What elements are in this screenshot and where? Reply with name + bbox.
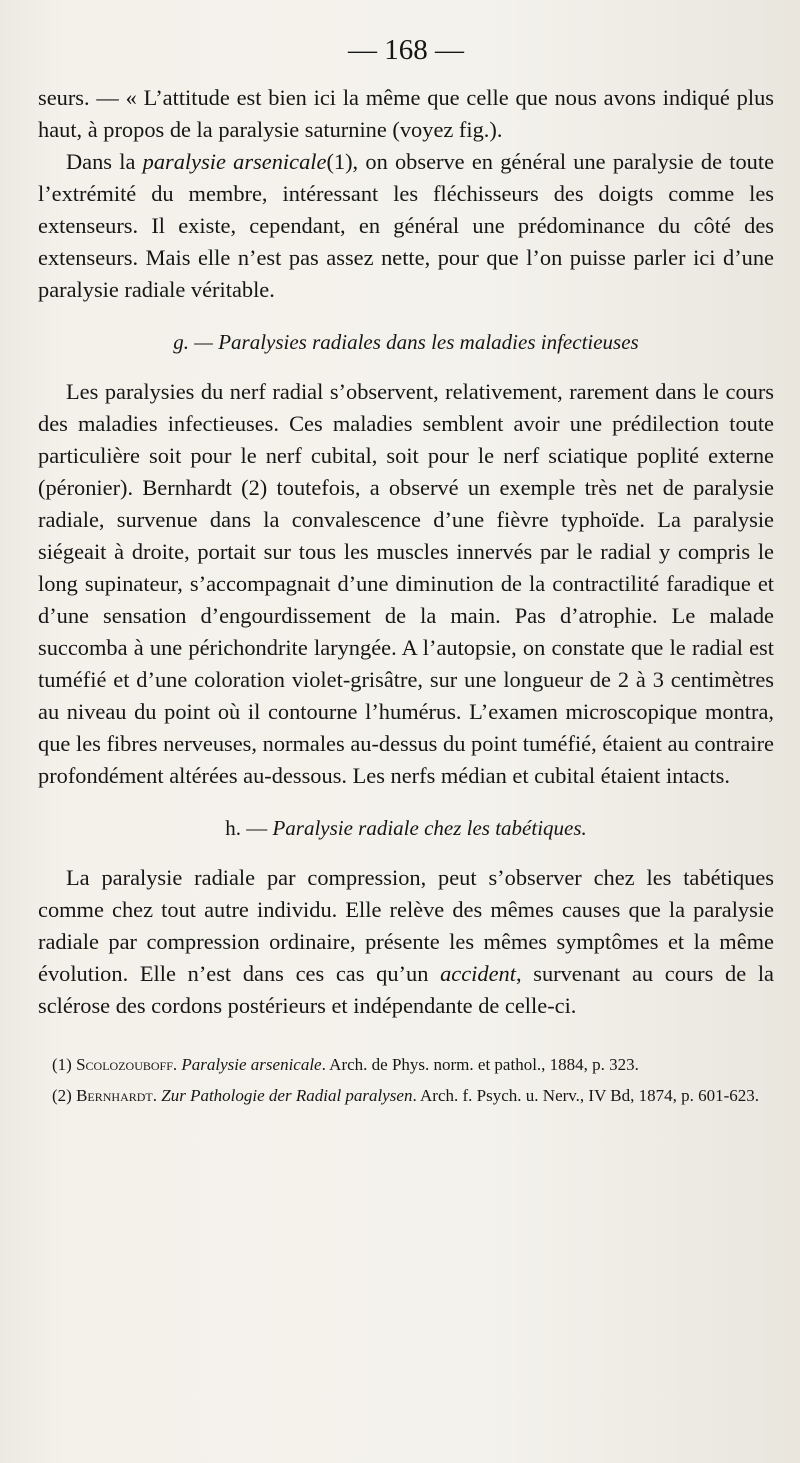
paragraph-arsenic-rest: (1), on observe en général une paralysie de toute l’extrémité du membre, intéressant les fléchisseurs des doigts comme les extenseurs. Il existe, cependant, en général une prédominance du côté des extenseurs. Mais elle n’est pas assez nette, pour que l’on puisse parler ici d’une paralysie radiale véritable. [38,149,775,302]
footnote-1-title: Paralysie arsenicale [181,1055,322,1074]
footnote-2-rest: . Arch. f. Psych. u. Nerv., IV Bd, 1874, p. 601-623. [412,1086,760,1105]
paragraph-tabetic-emphasis: accident [440,961,516,986]
footnote-1-mark: (1) [52,1055,77,1074]
section-heading-g [38,326,774,358]
paragraph-arsenic [38,146,774,306]
section-heading-g-title: Paralysies radiales dans les maladies infectieuses [218,330,639,354]
paragraph-tabetic-rest: , survenant au cours de la sclérose des cordons postérieurs et indépendante de celle-ci. [38,961,774,1018]
page-number: — 168 — [348,34,464,66]
section-heading-h-title: Paralysie radiale chez les tabétiques. [272,816,587,840]
footnote-1-rest: . Arch. de Phys. norm. et pathol., 1884, p. 323. [321,1055,639,1074]
footnote-2-title: Zur Pathologie der Radial paralysen [161,1086,413,1105]
footnote-2-mark: (2) [52,1086,77,1105]
paragraph-arsenic-emphasis: paralysie arsenicale [142,149,327,174]
body-text [38,82,774,1022]
footnote-1-author: Scolozouboff [76,1055,173,1074]
paragraph-continuation: seurs. — « L’attitude est bien ici la même que celle que nous avons indiqué plus haut, à propos de la paralysie saturnine (voyez fig.). [38,85,774,142]
paragraph-tabetic-start: La paralysie radiale par compression, peut s’observer chez les tabétiques comme chez tout autre individu. Elle relève des mêmes causes que la paralysie radiale par compression ordinaire, présente les mêmes symptômes et la même évolution. Elle n’est dans ces cas qu’un [38,865,774,986]
section-heading-h-letter: h. — [225,816,273,840]
paragraph-arsenic-start: Dans la [66,149,143,174]
section-heading-g-letter: g. — [173,330,219,354]
footnote-1: (1) Scolozouboff. Paralysie arsenicale. Arch. de Phys. norm. et pathol., 1884, p. 323. [52,1055,639,1074]
paragraph-infectious: Les paralysies du nerf radial s’observent, relativement, rarement dans le cours des maladies infectieuses. Ces maladies semblent avoir une prédilection toute particulière soit pour le nerf cubital, soit pour le nerf sciatique poplité externe (péronier). Bernhardt (2) toutefois, a observé un exemple très net de paralysie radiale, survenue dans la convalescence d’une fièvre typhoïde. La paralysie siégeait à droite, portait sur tous les muscles innervés par le radial y compris le long supinateur, s’accompagnait d’une diminution de la contractilité faradique et d’une sensation d’engourdissement de la main. Pas d’atrophie. Le malade succomba à une périchondrite laryngée. A l’autopsie, on constate que le radial est tuméfié et d’une coloration violet-grisâtre, sur une longueur de 2 à 3 centimètres au niveau du point où il contourne l’humérus. L’examen microscopique montra, que les fibres nerveuses, normales au-dessus du point tuméfié, étaient au contraire profondément altérées au-dessous. Les nerfs médian et cubital étaient intacts. [38,379,774,788]
footnote-2: (2) Bernhardt. Zur Pathologie der Radial paralysen. Arch. f. Psych. u. Nerv., IV Bd, 1874, p. 601-623. [52,1086,760,1105]
paragraph-tabetic [38,862,774,1022]
section-heading-h [38,812,774,844]
footnotes [38,1052,774,1108]
footnote-2-author: Bernhardt [76,1086,153,1105]
